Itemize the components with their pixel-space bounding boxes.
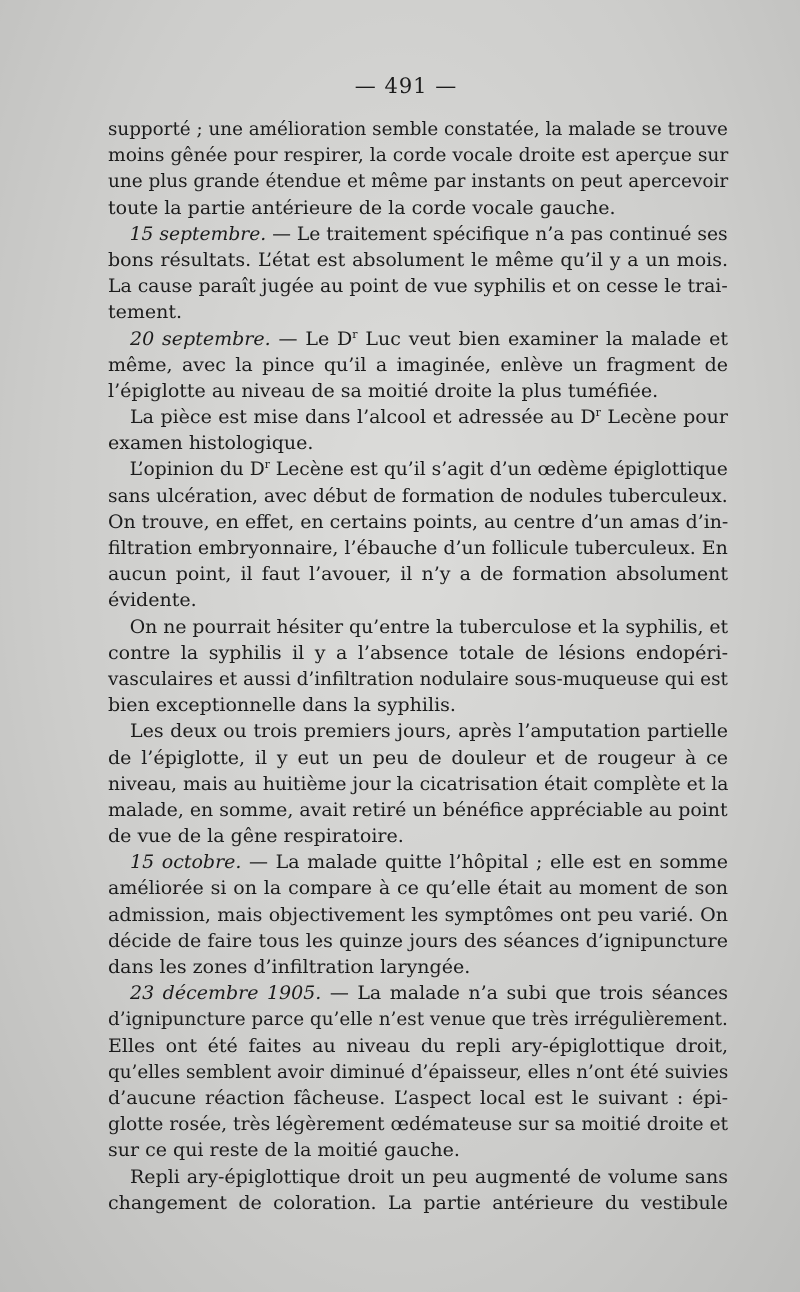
body-text xyxy=(108,116,728,1216)
line-text: toute la partie antérieure de la corde vocale gauche. xyxy=(108,196,616,219)
text-line xyxy=(108,587,728,613)
text-line xyxy=(108,299,728,325)
text-line xyxy=(108,535,726,561)
line-text: contre la syphilis il y a l’absence totale de lésions endopéri- xyxy=(108,641,728,664)
text-line xyxy=(108,954,728,980)
text-line xyxy=(108,142,729,168)
line-text: tement. xyxy=(108,301,183,324)
text-line xyxy=(108,483,728,509)
text-line xyxy=(108,797,728,823)
line-text: On ne pourrait hésiter qu’entre la tuberculose et la syphilis, et xyxy=(129,615,729,638)
text-line xyxy=(108,875,728,901)
line-text: Elles ont été faites au niveau du repli ary-épiglottique droit, xyxy=(108,1034,728,1057)
line-text: l’épiglotte au niveau de sa moitié droite la plus tuméfiée. xyxy=(108,379,659,402)
line-text: Repli ary-épiglottique droit un peu augmenté de volume sans xyxy=(130,1165,728,1188)
text-line xyxy=(108,640,728,666)
line-text: bons résultats. L’état est absolument le même qu’il y a un mois. xyxy=(108,248,728,271)
text-line xyxy=(108,430,728,456)
line-text: L’opinion du $D^r$ Lecène est qu’il s’agit d’un œdème épiglottique xyxy=(129,458,728,481)
text-line xyxy=(108,980,728,1006)
text-line xyxy=(108,221,728,247)
line-text: de vue de la gêne respiratoire. xyxy=(108,825,404,848)
text-line xyxy=(108,456,728,482)
text-line xyxy=(108,509,729,535)
text-line xyxy=(108,614,729,640)
text-line xyxy=(108,1059,729,1085)
entry-date: 15 septembre. xyxy=(129,222,267,245)
line-text: admission, mais objectivement les symptômes ont peu varié. On xyxy=(108,903,728,926)
line-text: — Le $D^r$ Luc veut bien examiner la malade et xyxy=(270,327,728,350)
line-text: sans ulcération, avec début de formation de nodules tuberculeux. xyxy=(108,484,728,507)
text-line xyxy=(108,273,728,299)
line-text: même, avec la pince qu’il a imaginée, enlève un fragment de xyxy=(108,353,728,376)
line-text: vasculaires et aussi d’infiltration nodulaire sous-muqueuse qui est xyxy=(108,667,728,690)
text-line xyxy=(108,1033,728,1059)
line-text: niveau, mais au huitième jour la cicatrisation était complète et la xyxy=(108,772,729,795)
line-text: glotte rosée, très légèrement œdémateuse sur sa moitié droite et xyxy=(108,1113,729,1136)
text-line xyxy=(108,928,728,954)
text-line xyxy=(108,1164,728,1190)
text-line xyxy=(108,378,728,404)
entry-date: 23 décembre 1905. xyxy=(130,982,322,1005)
text-line xyxy=(108,195,728,221)
line-text: changement de coloration. La partie antérieure du vestibule xyxy=(108,1191,728,1214)
text-line xyxy=(108,1111,729,1137)
page-number: — 491 — xyxy=(354,74,458,98)
line-text: La cause paraît jugée au point de vue syphilis et on cesse le trai- xyxy=(108,275,728,298)
line-text: On trouve, en effet, en certains points, au centre d’un amas d’in- xyxy=(108,510,729,533)
text-line xyxy=(108,745,728,771)
line-text: de l’épiglotte, il y eut un peu de douleur et de rougeur à ce xyxy=(108,746,728,769)
text-line xyxy=(108,1085,728,1111)
text-line xyxy=(108,666,728,692)
line-text: sur ce qui reste de la moitié gauche. xyxy=(108,1139,460,1162)
line-text: évidente. xyxy=(108,589,197,612)
text-line xyxy=(108,823,728,849)
text-line xyxy=(108,1190,728,1216)
line-text: filtration embryonnaire, l’ébauche d’un follicule tuberculeux. En xyxy=(108,537,728,559)
line-text: d’aucune réaction fâcheuse. L’aspect local est le suivant : épi- xyxy=(108,1086,728,1109)
line-text: La pièce est mise dans l’alcool et adressée au $D^r$ Lecène pour xyxy=(130,406,729,429)
entry-date: 15 octobre. xyxy=(130,851,242,874)
text-line xyxy=(108,692,728,718)
line-text: — Le traitement spécifique n’a pas continué ses xyxy=(266,222,728,245)
line-text: examen histologique. xyxy=(108,432,314,455)
line-text: — La malade quitte l’hôpital ; elle est en somme xyxy=(241,851,728,874)
text-line xyxy=(108,326,728,352)
text-line xyxy=(108,116,728,142)
text-line xyxy=(108,352,728,378)
line-text: bien exceptionnelle dans la syphilis. xyxy=(108,694,456,717)
line-text: aucun point, il faut l’avouer, il n’y a de formation absolument xyxy=(108,563,728,586)
text-line xyxy=(108,849,728,875)
line-text: qu’elles semblent avoir diminué d’épaisseur, elles n’ont été suivies xyxy=(108,1060,729,1083)
text-line xyxy=(108,404,728,430)
line-text: Les deux ou trois premiers jours, après l’amputation partielle xyxy=(130,720,728,743)
line-text: malade, en somme, avait retiré un bénéfice appréciable au point xyxy=(108,798,728,821)
line-text: — La malade n’a subi que trois séances xyxy=(321,982,728,1005)
line-text: moins gênée pour respirer, la corde vocale droite est aperçue sur xyxy=(108,144,729,167)
line-text: améliorée si on la compare à ce qu’elle était au moment de son xyxy=(108,877,728,900)
text-line xyxy=(108,718,728,744)
entry-date: 20 septembre. xyxy=(130,327,271,350)
line-text: décide de faire tous les quinze jours des séances d’ignipuncture xyxy=(108,929,728,952)
text-line xyxy=(108,771,729,797)
text-line xyxy=(108,1137,728,1163)
line-text: d’ignipuncture parce qu’elle n’est venue que très irrégulièrement. xyxy=(108,1008,728,1031)
line-text: supporté ; une amélioration semble constatée, la malade se trouve xyxy=(108,118,728,140)
text-line xyxy=(108,247,728,273)
line-text: dans les zones d’infiltration laryngée. xyxy=(108,956,471,978)
line-text: une plus grande étendue et même par instants on peut apercevoir xyxy=(108,170,729,193)
text-line xyxy=(108,168,729,194)
text-line xyxy=(108,561,728,587)
text-line xyxy=(108,902,728,928)
text-line xyxy=(108,1006,728,1032)
